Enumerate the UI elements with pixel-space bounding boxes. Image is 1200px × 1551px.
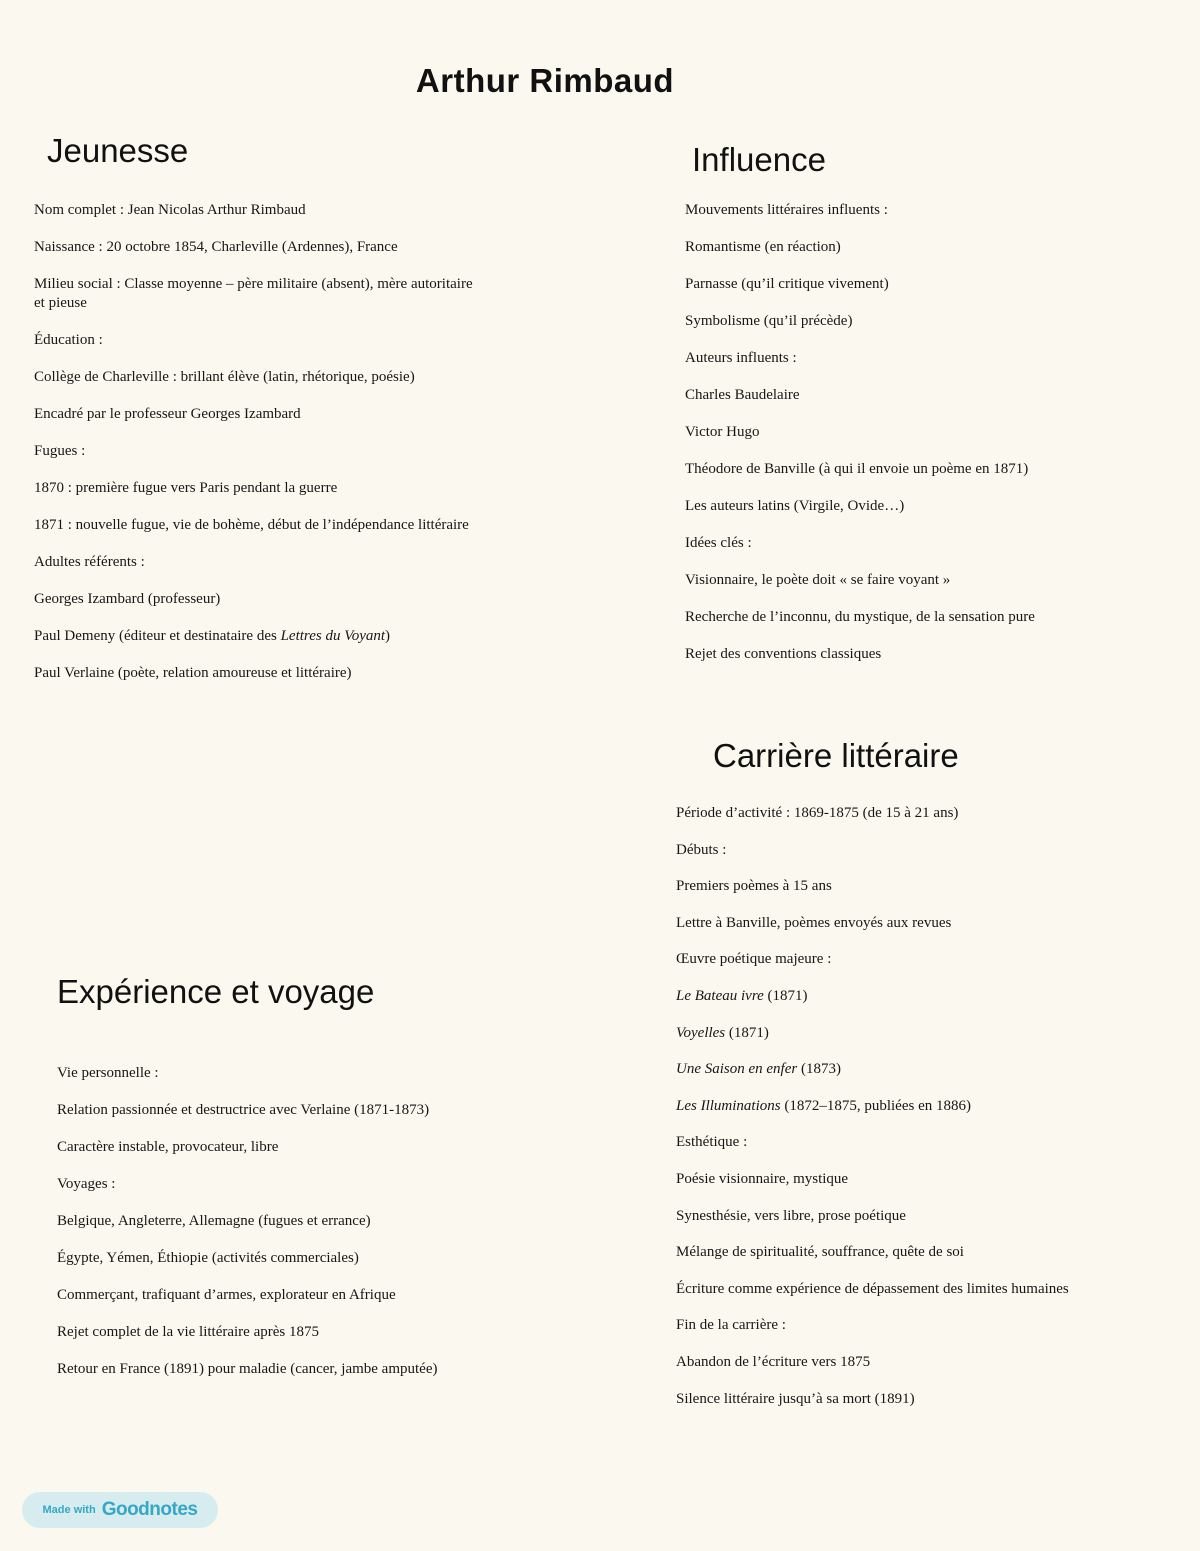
list-item: Encadré par le professeur Georges Izambard xyxy=(34,406,301,422)
list-item: Lettre à Banville, poèmes envoyés aux revues xyxy=(676,914,952,931)
list-item: Recherche de l’inconnu, du mystique, de la sensation pure xyxy=(685,609,1035,625)
list-item: Premiers poèmes à 15 ans xyxy=(676,878,832,895)
list-item: Adultes référents : xyxy=(34,554,145,570)
list-item: Parnasse (qu’il critique vivement) xyxy=(685,276,889,292)
list-item: Œuvre poétique majeure : xyxy=(676,951,832,968)
list-item xyxy=(34,627,484,646)
list-item: Débuts : xyxy=(676,841,727,858)
list-influence xyxy=(685,201,1165,664)
list-item-text: (1872–1875, publiées en 1886) xyxy=(780,1097,971,1114)
goodnotes-badge[interactable] xyxy=(22,1492,218,1528)
section-carriere xyxy=(676,737,1176,1426)
section-jeunesse xyxy=(34,132,484,701)
list-item: 1871 : nouvelle fugue, vie de bohème, début de l’indépendance littéraire xyxy=(34,517,469,533)
list-item: Visionnaire, le poète doit « se faire voyant » xyxy=(685,572,951,588)
list-item-text: (1871) xyxy=(725,1024,769,1041)
list-item: Victor Hugo xyxy=(685,424,760,440)
section-heading-influence: Influence xyxy=(692,141,826,178)
list-item: Nom complet : Jean Nicolas Arthur Rimbaud xyxy=(34,202,306,218)
list-experience xyxy=(57,1064,557,1379)
list-item: Abandon de l’écriture vers 1875 xyxy=(676,1353,871,1370)
list-item xyxy=(676,1060,1176,1079)
list-item: Mouvements littéraires influents : xyxy=(685,202,888,218)
list-item xyxy=(676,1024,1176,1043)
list-item: Naissance : 20 octobre 1854, Charleville (Ardennes), France xyxy=(34,239,398,255)
page-title: Arthur Rimbaud xyxy=(415,62,675,99)
list-item: Esthétique : xyxy=(676,1134,748,1151)
list-item: 1870 : première fugue vers Paris pendant la guerre xyxy=(34,480,338,496)
list-item: Relation passionnée et destructrice avec Verlaine (1871-1873) xyxy=(57,1102,430,1118)
section-experience xyxy=(57,973,557,1397)
list-item: Synesthésie, vers libre, prose poétique xyxy=(676,1207,906,1224)
badge-brand-text: Goodnotes xyxy=(101,1499,198,1520)
list-item: Silence littéraire jusqu’à sa mort (1891) xyxy=(676,1390,915,1407)
list-item: Collège de Charleville : brillant élève (latin, rhétorique, poésie) xyxy=(34,369,415,385)
list-item: Théodore de Banville (à qui il envoie un poème en 1871) xyxy=(685,461,1029,477)
list-item: Symbolisme (qu’il précède) xyxy=(685,313,853,329)
list-item: Poésie visionnaire, mystique xyxy=(676,1170,849,1187)
list-carriere xyxy=(676,804,1176,1409)
section-influence xyxy=(685,141,1165,682)
list-item: Fugues : xyxy=(34,443,86,459)
section-heading-experience: Expérience et voyage xyxy=(57,973,375,1010)
badge-small-text: Made with xyxy=(42,1504,96,1516)
list-item-text: ) xyxy=(385,628,391,644)
list-item: Période d’activité : 1869-1875 (de 15 à 21 ans) xyxy=(676,805,959,821)
work-title: Les Illuminations xyxy=(676,1097,781,1114)
list-item: Voyages : xyxy=(57,1176,116,1192)
list-item xyxy=(676,987,1176,1006)
list-item xyxy=(676,1097,1176,1116)
list-item-text: (1873) xyxy=(797,1061,841,1078)
list-item: Paul Verlaine (poète, relation amoureuse et littéraire) xyxy=(34,665,352,681)
list-item: Georges Izambard (professeur) xyxy=(34,591,221,607)
list-item: Auteurs influents : xyxy=(685,350,797,366)
list-item: Commerçant, trafiquant d’armes, explorateur en Afrique xyxy=(57,1287,396,1303)
list-item: Charles Baudelaire xyxy=(685,387,800,403)
list-item: Rejet complet de la vie littéraire après 1875 xyxy=(57,1324,319,1340)
list-jeunesse xyxy=(34,201,484,683)
list-item-text: Paul Demeny (éditeur et destinataire des xyxy=(34,628,281,644)
list-item: Vie personnelle : xyxy=(57,1065,159,1081)
list-item: Retour en France (1891) pour maladie (cancer, jambe amputée) xyxy=(57,1361,438,1377)
list-item: Les auteurs latins (Virgile, Ovide…) xyxy=(685,498,905,514)
list-item: Écriture comme expérience de dépassement des limites humaines xyxy=(676,1280,1069,1297)
list-item: Belgique, Angleterre, Allemagne (fugues et errance) xyxy=(57,1213,371,1229)
list-item: Fin de la carrière : xyxy=(676,1317,786,1334)
list-item: Caractère instable, provocateur, libre xyxy=(57,1139,279,1155)
work-title: Lettres du Voyant xyxy=(280,628,386,644)
work-title: Le Bateau ivre xyxy=(676,987,764,1004)
list-item: Égypte, Yémen, Éthiopie (activités commerciales) xyxy=(57,1250,359,1266)
list-item: Rejet des conventions classiques xyxy=(685,646,882,662)
list-item: Idées clés : xyxy=(685,535,752,551)
work-title: Une Saison en enfer xyxy=(676,1061,798,1078)
list-item: Milieu social : Classe moyenne – père militaire (absent), mère autoritaire et pieuse xyxy=(34,276,473,311)
section-heading-carriere: Carrière littéraire xyxy=(713,737,959,774)
section-heading-jeunesse: Jeunesse xyxy=(47,132,189,169)
list-item: Mélange de spiritualité, souffrance, quête de soi xyxy=(676,1244,964,1261)
list-item: Éducation : xyxy=(34,332,103,348)
work-title: Voyelles xyxy=(676,1024,726,1041)
list-item-text: (1871) xyxy=(763,987,808,1004)
list-item: Romantisme (en réaction) xyxy=(685,239,841,255)
